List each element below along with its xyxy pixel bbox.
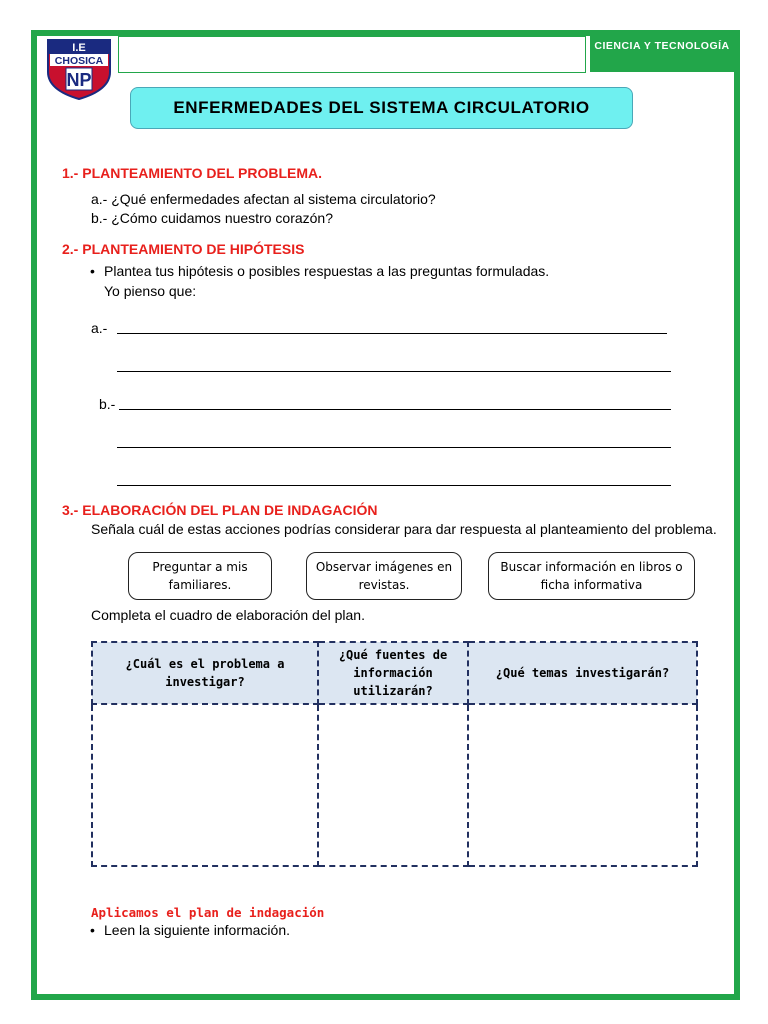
logo-top-text: I.E — [72, 42, 86, 54]
section2-heading: 2.- PLANTEAMIENTO DE HIPÓTESIS — [62, 241, 305, 257]
plan-cell-problem[interactable] — [92, 704, 318, 866]
section3-heading: 3.- ELABORACIÓN DEL PLAN DE INDAGACIÓN — [62, 502, 378, 518]
hypothesis-prompt: Yo pienso que: — [104, 283, 197, 299]
area-label: CIENCIA Y TECNOLOGÍA — [590, 34, 734, 72]
plan-table-header-row — [92, 642, 697, 704]
question-b: b.- ¿Cómo cuidamos nuestro corazón? — [91, 210, 333, 226]
section1-heading: 1.- PLANTEAMIENTO DEL PROBLEMA. — [62, 165, 323, 181]
school-shield-icon — [44, 38, 114, 100]
question-a: a.- ¿Qué enfermedades afectan al sistema circulatorio? — [91, 191, 436, 207]
answer-a-line-2[interactable] — [117, 371, 671, 372]
answer-b-label: b.- — [99, 396, 116, 412]
answer-a-line-1[interactable] — [117, 333, 667, 334]
plan-cell-topics[interactable] — [468, 704, 697, 866]
plan-table-row — [92, 704, 697, 866]
apply-item: • Leen la siguiente información. — [104, 922, 290, 938]
plan-header-sources: ¿Qué fuentes de información utilizarán? — [318, 642, 468, 704]
answer-b-line-2[interactable] — [117, 447, 671, 448]
answer-b-line-1[interactable] — [119, 409, 671, 410]
page-title: ENFERMEDADES DEL SISTEMA CIRCULATORIO — [130, 87, 633, 129]
answer-a-label: a.- — [91, 320, 108, 336]
apply-heading: Aplicamos el plan de indagación — [91, 905, 325, 920]
school-logo — [44, 38, 114, 100]
logo-middle-text: CHOSICA — [54, 55, 104, 67]
plan-header-problem: ¿Cuál es el problema a investigar? — [92, 642, 318, 704]
answer-b-line-3[interactable] — [117, 485, 671, 486]
student-name-field[interactable] — [118, 36, 586, 73]
plan-header-topics: ¿Qué temas investigarán? — [468, 642, 697, 704]
option-ask-family[interactable]: Preguntar a mis familiares. — [128, 552, 272, 600]
plan-instruction: Señala cuál de estas acciones podrías considerar para dar respuesta al planteamiento del problema. — [91, 521, 717, 537]
table-intro: Completa el cuadro de elaboración del plan. — [91, 607, 365, 623]
logo-bottom-text: NP — [66, 70, 92, 90]
hypothesis-instruction: • Plantea tus hipótesis o posibles respuestas a las preguntas formuladas. — [104, 263, 549, 279]
option-search-books[interactable]: Buscar información en libros o ficha informativa — [488, 552, 695, 600]
plan-cell-sources[interactable] — [318, 704, 468, 866]
option-observe-images[interactable]: Observar imágenes en revistas. — [306, 552, 462, 600]
plan-table — [91, 641, 698, 867]
